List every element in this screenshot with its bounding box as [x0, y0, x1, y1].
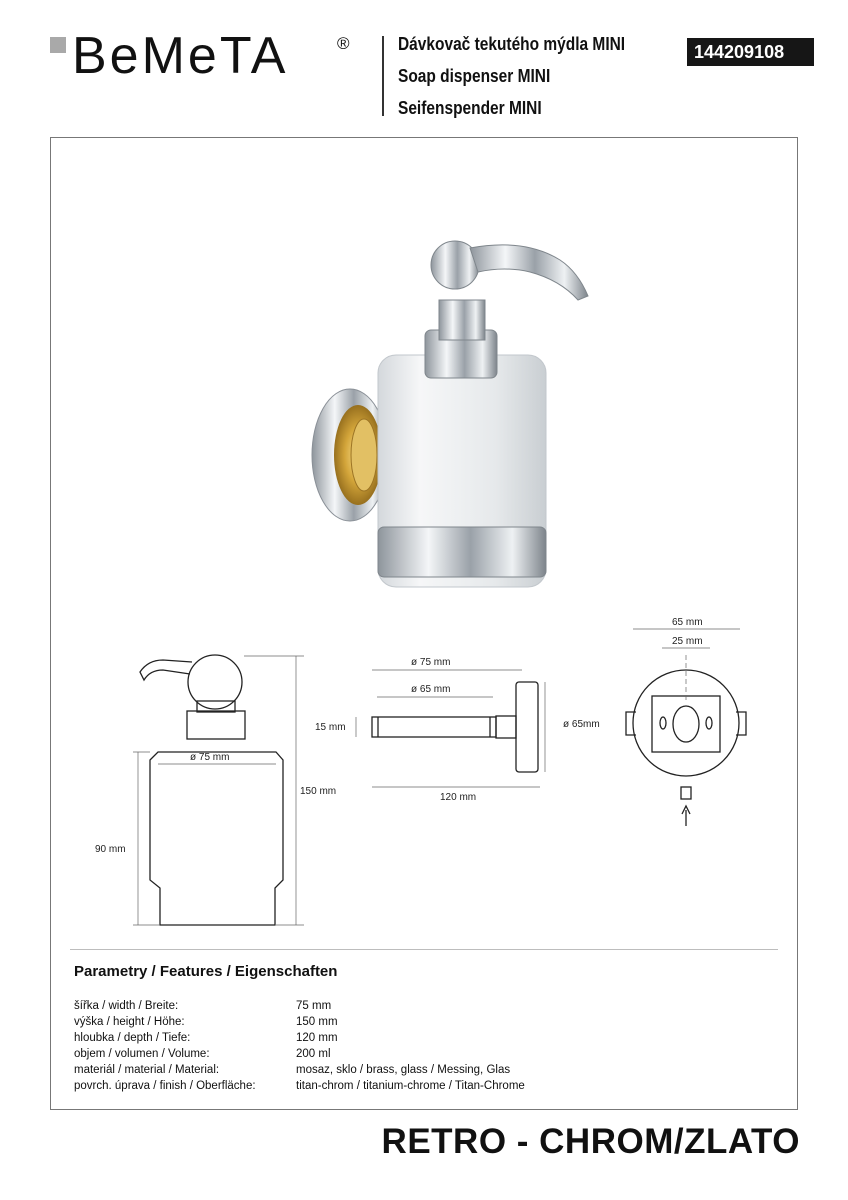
dimension-side-d65: ø 65 mm [411, 684, 451, 695]
plate-view-drawing [626, 670, 746, 826]
dimension-glass-height: 90 mm [95, 844, 126, 855]
spec-value: 150 mm [296, 1016, 338, 1028]
dimension-side-thickness: 15 mm [315, 722, 346, 733]
registered-mark: ® [337, 34, 350, 53]
brand-logo: BeMeTA [72, 27, 289, 85]
spec-value: titan-chrom / titanium-chrome / Titan-Chrome [296, 1080, 525, 1092]
product-photo [312, 241, 588, 587]
title-german: Seifenspender MINI [398, 98, 542, 118]
section-divider [70, 949, 778, 950]
dimension-side-d75: ø 75 mm [411, 657, 451, 668]
dimension-front-height: 150 mm [300, 786, 337, 797]
dimension-plate-holes: 25 mm [672, 636, 703, 647]
spec-value: 200 ml [296, 1048, 331, 1060]
spec-value: 75 mm [296, 1000, 332, 1012]
series-title: RETRO - CHROM/ZLATO [381, 1122, 800, 1161]
spec-label: povrch. úprava / finish / Oberfläche: [74, 1080, 256, 1092]
spec-label: šířka / width / Breite: [74, 1000, 179, 1012]
spec-label: objem / volumen / Volume: [74, 1048, 210, 1060]
dimension-plate-width: 65 mm [672, 617, 703, 628]
spec-value: mosaz, sklo / brass, glass / Messing, Glas [296, 1064, 511, 1076]
product-code-badge: 144209108 [687, 38, 814, 66]
dimension-front-diameter: ø 75 mm [190, 752, 230, 763]
spec-label: hloubka / depth / Tiefe: [74, 1032, 191, 1044]
parameters-heading: Parametry / Features / Eigenschaften [74, 963, 338, 980]
dimension-side-plate-diameter: ø 65mm [563, 719, 600, 730]
spec-label: materiál / material / Material: [74, 1064, 220, 1076]
title-czech: Dávkovač tekutého mýdla MINI [398, 34, 626, 54]
title-english: Soap dispenser MINI [398, 66, 551, 86]
dimension-side-depth: 120 mm [440, 792, 477, 803]
front-view-drawing [140, 655, 283, 925]
side-view-drawing [372, 682, 538, 772]
spec-label: výška / height / Höhe: [74, 1016, 185, 1028]
spec-value: 120 mm [296, 1032, 338, 1044]
